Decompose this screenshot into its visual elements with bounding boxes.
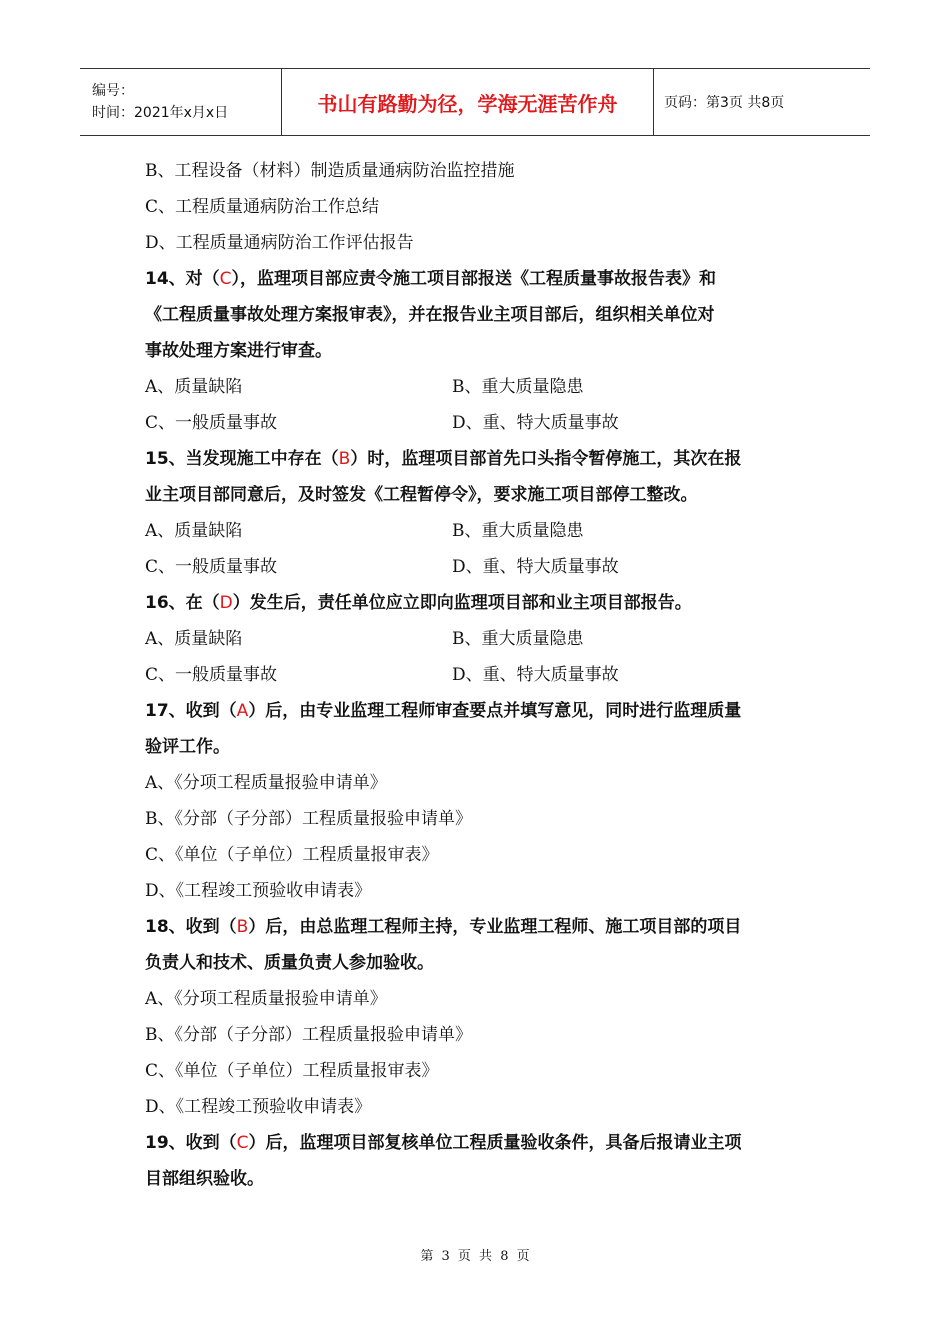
option-row	[145, 549, 815, 585]
answer-letter: B	[338, 449, 351, 469]
question-text: 14、对（	[145, 269, 220, 289]
question-17	[145, 693, 815, 729]
time-label: 时间：2021年x月x日	[92, 105, 229, 121]
page-label: 页码：第3页 共8页	[664, 95, 785, 111]
option-a: A、质量缺陷	[145, 521, 243, 541]
motto-text: 书山有路勤为径，学海无涯苦作舟	[317, 91, 618, 116]
option-b: B、《分部（子分部）工程质量报验申请单》	[145, 809, 472, 829]
header-page	[654, 69, 870, 135]
option-c: C、一般质量事故	[145, 557, 278, 577]
option-a: A、《分项工程质量报验申请单》	[145, 773, 387, 793]
question-text: 《工程质量事故处理方案报审表》，并在报告业主项目部后，组织相关单位对	[145, 305, 715, 325]
option-b: B、工程设备（材料）制造质量通病防治监控措施	[145, 161, 515, 181]
question-text: ），监理项目部应责令施工项目部报送《工程质量事故报告表》和	[231, 269, 717, 289]
question-14	[145, 261, 815, 297]
question-text: 17、收到（	[145, 701, 237, 721]
question-19	[145, 1125, 815, 1161]
option-d: D、《工程竣工预验收申请表》	[145, 1097, 372, 1117]
answer-letter: B	[236, 917, 249, 937]
question-text: ）后，由总监理工程师主持，专业监理工程师、施工项目部的项目	[248, 917, 742, 937]
option-row	[145, 405, 815, 441]
header-meta	[80, 69, 282, 135]
question-text: ）发生后，责任单位应立即向监理项目部和业主项目部报告。	[232, 593, 692, 613]
question-text: 目部组织验收。	[145, 1169, 264, 1189]
option-d: D、《工程竣工预验收申请表》	[145, 881, 372, 901]
question-text: 19、收到（	[145, 1133, 237, 1153]
question-text: ）时，监理项目部首先口头指令暂停施工，其次在报	[350, 449, 742, 469]
option-a: A、《分项工程质量报验申请单》	[145, 989, 387, 1009]
answer-letter: C	[219, 269, 232, 289]
question-15	[145, 441, 815, 477]
option-row	[145, 513, 815, 549]
question-text: 16、在（	[145, 593, 220, 613]
option-b: B、重大质量隐患	[452, 521, 584, 541]
question-text: ）后，由专业监理工程师审查要点并填写意见，同时进行监理质量	[248, 701, 742, 721]
question-text: 18、收到（	[145, 917, 237, 937]
code-label: 编号：	[92, 83, 134, 99]
document-body	[145, 153, 815, 1197]
answer-letter: C	[236, 1133, 249, 1153]
question-18	[145, 909, 815, 945]
option-row	[145, 621, 815, 657]
option-b: B、《分部（子分部）工程质量报验申请单》	[145, 1025, 472, 1045]
option-b: B、重大质量隐患	[452, 629, 584, 649]
option-c: C、工程质量通病防治工作总结	[145, 197, 380, 217]
option-d: D、重、特大质量事故	[452, 557, 619, 577]
question-text: 验评工作。	[145, 737, 230, 757]
option-d: D、重、特大质量事故	[452, 413, 619, 433]
option-d: D、工程质量通病防治工作评估报告	[145, 233, 414, 253]
option-row	[145, 657, 815, 693]
option-c: C、《单位（子单位）工程质量报审表》	[145, 845, 439, 865]
option-a: A、质量缺陷	[145, 629, 243, 649]
option-d: D、重、特大质量事故	[452, 665, 619, 685]
header-motto	[282, 69, 654, 135]
answer-letter: A	[236, 701, 249, 721]
option-a: A、质量缺陷	[145, 377, 243, 397]
question-text: 负责人和技术、质量负责人参加验收。	[145, 953, 434, 973]
question-text: 事故处理方案进行审查。	[145, 341, 332, 361]
question-16	[145, 585, 815, 621]
option-c: C、《单位（子单位）工程质量报审表》	[145, 1061, 439, 1081]
page-footer: 第 3 页 共 8 页	[420, 1249, 530, 1264]
answer-letter: D	[219, 593, 233, 613]
question-text: ）后，监理项目部复核单位工程质量验收条件，具备后报请业主项	[248, 1133, 742, 1153]
option-c: C、一般质量事故	[145, 413, 278, 433]
question-text: 15、当发现施工中存在（	[145, 449, 339, 469]
option-row	[145, 369, 815, 405]
option-c: C、一般质量事故	[145, 665, 278, 685]
option-b: B、重大质量隐患	[452, 377, 584, 397]
question-text: 业主项目部同意后，及时签发《工程暂停令》，要求施工项目部停工整改。	[145, 485, 698, 505]
page-header	[80, 68, 870, 136]
